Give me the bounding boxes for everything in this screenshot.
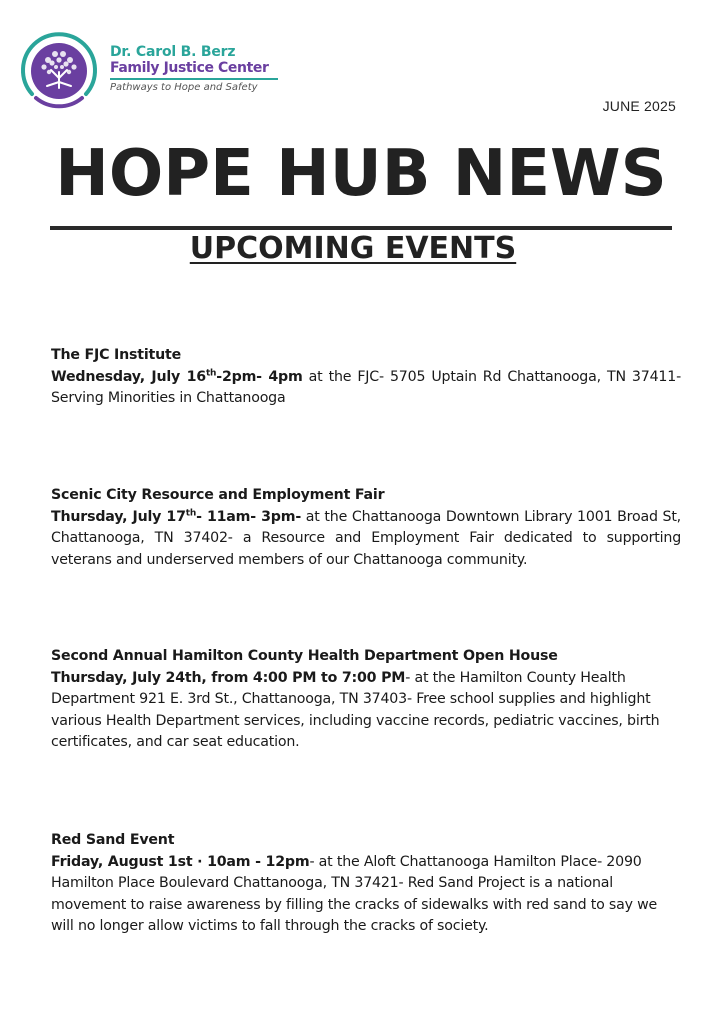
issue-date: JUNE 2025 <box>602 98 676 114</box>
logo-wordmark <box>110 44 300 94</box>
section-title: UPCOMING EVENTS <box>189 231 517 266</box>
tree-of-life-icon <box>20 32 98 110</box>
event-title: The FJC Institute <box>51 347 182 363</box>
event-resource-fair <box>51 485 681 571</box>
event-details: - at the Aloft Chattanooga Hamilton Place- 2090 Hamilton Place Boulevard Chattanooga, TN 37421- Red Sand Project is a national movement to raise awareness by filling the cracks of sidewalks with red sand to say we will no longer allow victims to fall through the cracks of society. <box>51 853 658 934</box>
event-body <box>51 367 681 410</box>
event-date-time: Wednesday, July 16th-2pm- 4pm <box>51 367 303 385</box>
event-title: Red Sand Event <box>51 832 175 848</box>
event-fjc-institute <box>51 345 681 410</box>
event-red-sand <box>51 830 681 938</box>
logo-tagline: Pathways to Hope and Safety <box>110 82 258 93</box>
event-body <box>51 668 681 754</box>
event-title: Second Annual Hamilton County Health Department Open House <box>51 648 558 664</box>
event-details: - at the Hamilton County Health Department 921 E. 3rd St., Chattanooga, TN 37403- Free school supplies and highlight various Health Department services, including vaccine records, pediatric vaccines, birth certificates, and car seat education. <box>51 669 660 750</box>
event-health-open-house <box>51 646 681 754</box>
event-date-time: Friday, August 1st · 10am - 12pm <box>51 853 310 870</box>
event-body <box>51 507 681 572</box>
event-body <box>51 852 681 938</box>
fjc-logo <box>20 32 290 114</box>
event-date-time: Thursday, July 17th- 11am- 3pm- <box>51 507 302 525</box>
event-date-time: Thursday, July 24th, from 4:00 PM to 7:00 PM <box>51 669 406 686</box>
logo-name: Dr. Carol B. Berz <box>110 44 236 60</box>
newsletter-masthead: HOPE HUB NEWS <box>55 137 667 211</box>
logo-org: Family Justice Center <box>110 60 269 76</box>
event-details: at the Chattanooga Downtown Library 1001 Broad St, Chattanooga, TN 37402- a Resource and Employment Fair dedicated to supporting veterans and underserved members of our Chattanooga community. <box>51 508 681 568</box>
logo-divider <box>110 78 278 80</box>
event-title: Scenic City Resource and Employment Fair <box>51 487 385 503</box>
event-details: at the FJC- 5705 Uptain Rd Chattanooga, TN 37411- Serving Minorities in Chattanooga <box>51 368 681 406</box>
